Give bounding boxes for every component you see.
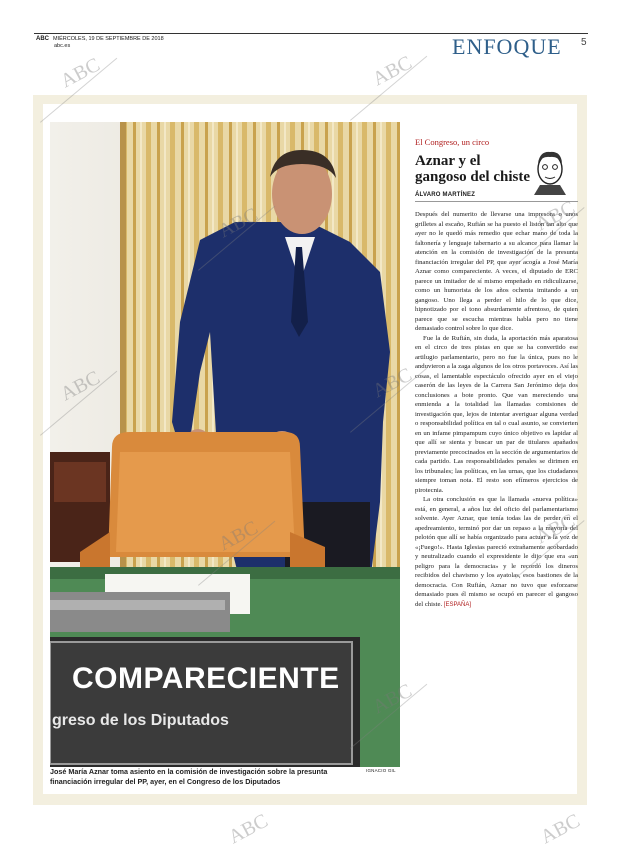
section-title: ENFOQUE bbox=[452, 34, 562, 59]
author-portrait-icon bbox=[530, 147, 570, 197]
watermark: ABC bbox=[369, 679, 416, 719]
watermark: ABC bbox=[369, 363, 416, 403]
main-photo bbox=[50, 122, 400, 767]
watermark: ABC bbox=[532, 509, 579, 549]
watermark: ABC bbox=[57, 366, 104, 406]
nameplate-main-text: COMPARECIENTE bbox=[72, 662, 340, 695]
site-url: abc.es bbox=[54, 43, 71, 49]
issue-date: MIÉRCOLES, 19 DE SEPTIEMBRE DE 2018 bbox=[53, 36, 164, 42]
watermark: ABC bbox=[57, 53, 104, 93]
nameplate-sub-text: greso de los Diputados bbox=[52, 712, 229, 729]
article-byline: ÁLVARO MARTÍNEZ bbox=[415, 192, 476, 198]
article-kicker: El Congreso, un circo bbox=[415, 137, 490, 147]
article-paragraph: La otra conclusión es que la llamada «nueva política» está, en general, a años luz del oficio del parlamentarismo solvente. Ayer Aznar, que tenía todas las de perder en el apedreamiento, terminó por dar un repaso a la mayoría del pelotón que allí se había organizado para actuar a la voz de «¡Fuego!». Hasta Iglesias pareció extrañamente acobardado y neutralizado cuando el expresidente le dijo que era «un peligro para la democracia» y le recordó los dineros recibidos del chavismo y los ayatolas, esos bastiones de la democracia. Con Rufián, Aznar no tuvo que esforzarse demasiado pues él mismo se ocupó en parecer el gangoso del chiste. [ESPAÑA] bbox=[415, 496, 578, 608]
watermark: ABC bbox=[369, 51, 416, 91]
byline-rule bbox=[415, 201, 578, 202]
header-info bbox=[36, 36, 164, 50]
watermark: ABC bbox=[225, 809, 272, 849]
article-headline: Aznar y el gangoso del chiste bbox=[415, 153, 531, 185]
section-tag: [ESPAÑA] bbox=[443, 601, 472, 608]
article-paragraph: Después del numerito de llevarse una impresora o unos grilletes al escaño, Rufián se ha puesto el listón tan alto que ayer no le quedó más remedio que echar mano de toda la faltonería y lenguaje tabernario a su alcance para llamar la atención en la comisión de investigación de la presunta financiación irregular del PP, que ayer acogía a José María Aznar como compareciente. A veces, el diputado de ERC parece un imitador de sí mismo empeñado en ridiculizarse, como un humorista de los años ochenta imitando a un gangoso. Uno llega a perder el hilo de lo que dice, hipnotizado por el tono absurdamente afrentoso, de quien parece que se escucha mientras habla pero no tiene demasiado control sobre lo que dice. bbox=[415, 211, 578, 332]
watermark: ABC bbox=[215, 203, 262, 243]
article-paragraph: Fue la de Rufián, sin duda, la aportación más aparatosa en el circo de tres pistas en que se ha convertido ese artilugio parlamentario, pero no fue la única, pues no le anduvieron a la zaga algunos de los otros portavoces. Así las cosas, el lamentable espectáculo ofrecido ayer en el viejo caserón de las leyes de la Carrera San Jerónimo deja dos conclusiones a bote pronto. Que van mereciendo una enmienda a la totalidad las llamadas comisiones de investigación que, lejos de intentar averiguar alguna verdad o responsabilidad política en tal o cual asunto, se convierten en un infame pimpampum cuyo único objetivo es lapidar al que allí se sienta y buscar un par de titulares apañados previamente precocinados en la sección de argumentarios de cada partido. Las responsabilidades penales se dirimen en los tribunales; las políticas, en las urnas, que los ciudadanos siempre toman nota. El resto son efímeros ejercicios de pirotecnia. bbox=[415, 334, 578, 494]
watermark: ABC bbox=[537, 809, 584, 849]
photo-caption: José María Aznar toma asiento en la comisión de investigación sobre la presunta financiación irregular del PP, ayer, en el Congreso de los Diputados bbox=[50, 767, 328, 786]
watermark: ABC bbox=[532, 196, 579, 236]
photo-credit: IGNACIO GIL bbox=[366, 768, 396, 773]
page-number: 5 bbox=[581, 37, 587, 48]
paper-name: ABC bbox=[36, 36, 49, 42]
article-body bbox=[415, 210, 578, 610]
watermark: ABC bbox=[215, 516, 262, 556]
